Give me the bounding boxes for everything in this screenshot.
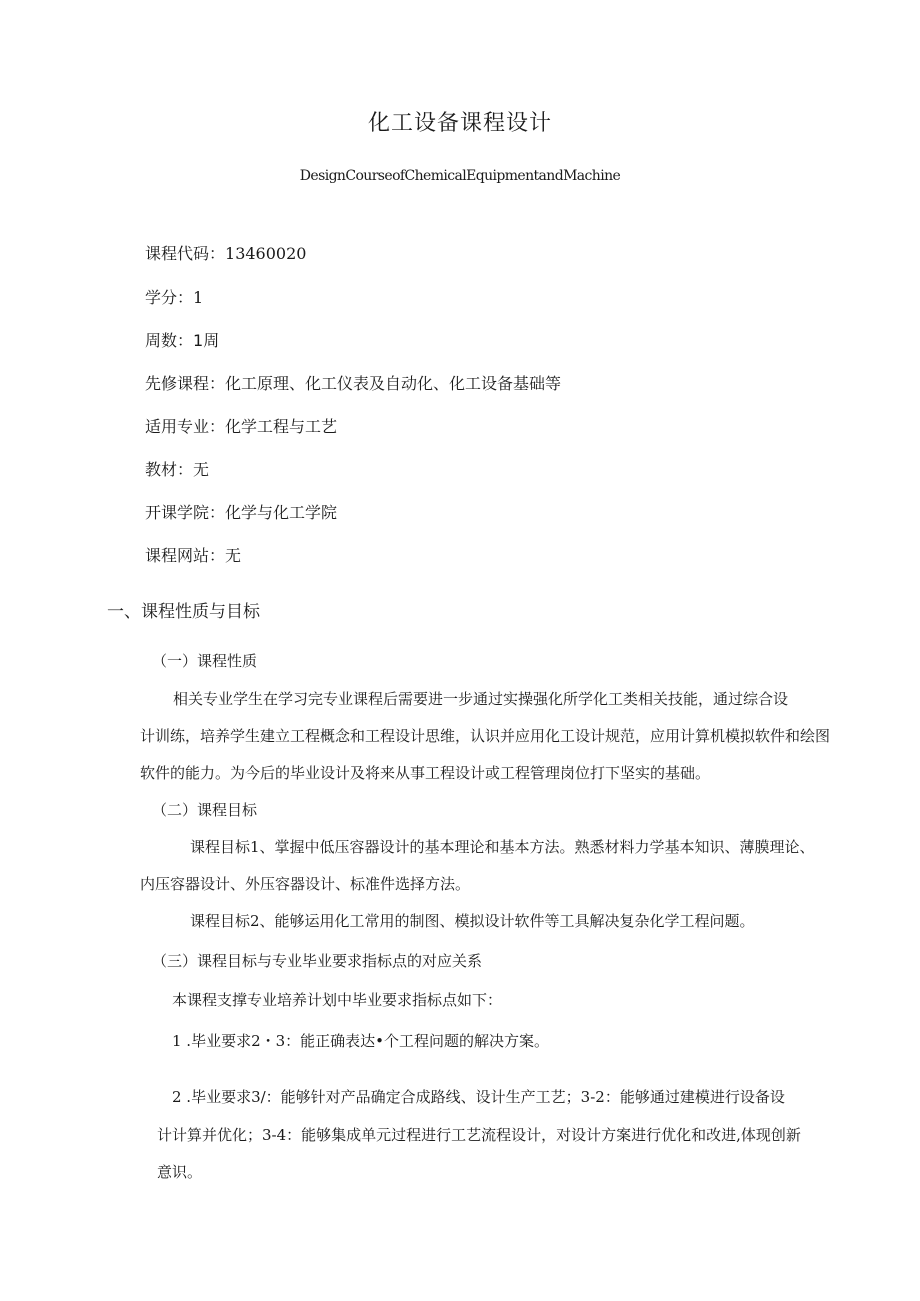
meta-label: 教材：	[145, 460, 194, 479]
document-subtitle: DesignCourseofChemicalEquipmentandMachine	[299, 168, 621, 184]
meta-label: 适用专业：	[145, 417, 226, 436]
meta-course-code	[145, 241, 306, 264]
meta-value: 化学与化工学院	[225, 503, 338, 522]
paragraph-line: 意识。	[157, 1163, 203, 1181]
paragraph-line: 相关专业学生在学习完专业课程后需要进一步通过实操强化所学化工类相关技能，通过综合设	[173, 690, 789, 708]
paragraph-line: 本课程支撑专业培养计划中毕业要求指标点如下：	[172, 991, 503, 1009]
meta-label: 学分：	[145, 288, 194, 307]
meta-label: 课程网站：	[145, 546, 226, 565]
meta-value: 1	[193, 288, 204, 307]
meta-value: 化学工程与工艺	[225, 417, 338, 436]
meta-textbook	[145, 457, 209, 480]
paragraph-line: 计计算并优化；3-4：能够集成单元过程进行工艺流程设计，对设计方案进行优化和改进,体现创新	[157, 1126, 801, 1144]
list-item: 1 .毕业要求2・3：能正确表达•个工程问题的解决方案。	[172, 1032, 550, 1050]
paragraph-line: 软件的能力。为今后的毕业设计及将来从事工程设计或工程管理岗位打下坚实的基础。	[140, 764, 711, 782]
document-title: 化工设备课程设计	[367, 111, 552, 136]
meta-credits	[145, 285, 203, 308]
meta-website	[145, 543, 241, 566]
meta-value: 化工原理、化工仪表及自动化、化工设备基础等	[225, 374, 562, 393]
paragraph-line: 课程目标1、掌握中低压容器设计的基本理论和基本方法。熟悉材料力学基本知识、薄膜理论、	[190, 838, 815, 856]
meta-value: 13460020	[225, 244, 307, 263]
meta-label: 开课学院：	[145, 503, 226, 522]
subsection-heading-nature: （一）课程性质	[152, 652, 258, 670]
meta-label: 课程代码：	[145, 244, 226, 263]
meta-college	[145, 500, 337, 523]
meta-value: 无	[193, 460, 210, 479]
list-item: 2 .毕业要求3/：能够针对产品确定合成路线、设计生产工艺；3-2：能够通过建模进行设备设	[172, 1088, 785, 1106]
meta-weeks	[145, 328, 219, 351]
section-heading: 一、课程性质与目标	[107, 602, 260, 622]
meta-value: 无	[225, 546, 242, 565]
meta-label: 周数：	[145, 331, 194, 350]
meta-prerequisites	[145, 371, 561, 394]
subsection-heading-objectives: （二）课程目标	[152, 801, 258, 819]
meta-value: 1周	[193, 331, 220, 350]
subsection-heading-mapping: （三）课程目标与专业毕业要求指标点的对应关系	[152, 952, 483, 970]
paragraph-line: 计训练，培养学生建立工程概念和工程设计思维，认识并应用化工设计规范，应用计算机模拟软件和绘图	[140, 727, 831, 745]
meta-label: 先修课程：	[145, 374, 226, 393]
meta-major	[145, 414, 337, 437]
paragraph-line: 内压容器设计、外压容器设计、标准件选择方法。	[140, 875, 471, 893]
paragraph-line: 课程目标2、能够运用化工常用的制图、模拟设计软件等工具解决复杂化学工程问题。	[190, 912, 755, 930]
